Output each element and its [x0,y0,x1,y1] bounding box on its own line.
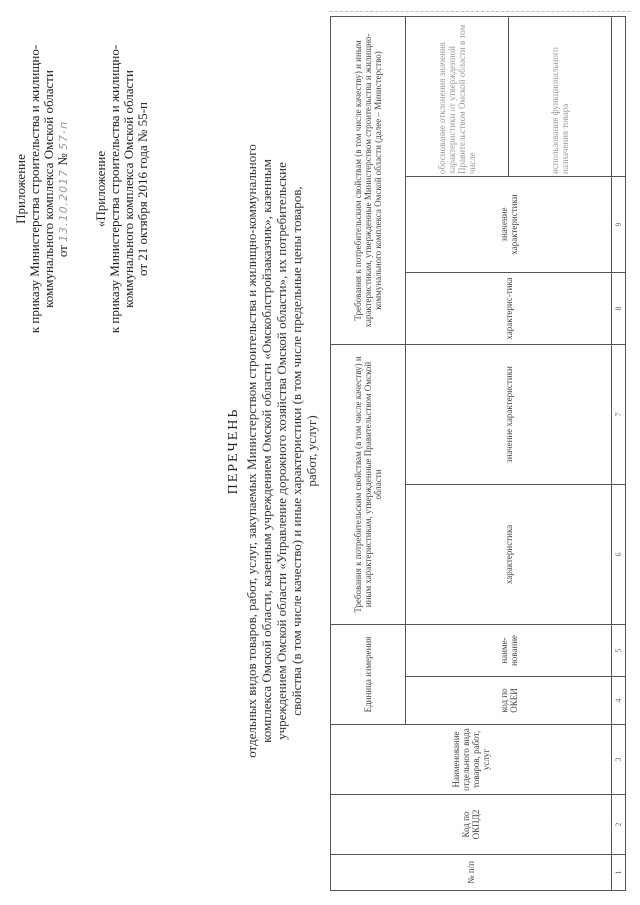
column-number: 2 [612,795,626,855]
appendix-header [14,24,71,354]
header-unit-name: наиме-нование [406,625,612,677]
appendix-line2: коммунального комплекса Омской области [41,70,56,308]
header-ministry-value: значение характеристики [406,177,612,273]
prior-appendix-line2: коммунального комплекса Омской области [121,70,136,308]
column-number: 4 [612,677,626,725]
handwritten-number: 57-п [57,120,70,151]
header-justification: обоснование отклонения значения характеристики от утвержденной Правительством Омской области в том числе [406,17,509,177]
appendix-line1: к приказу Министерства строительства и жилищно- [27,44,42,334]
column-number: 6 [612,485,626,625]
column-number: 3 [612,725,626,795]
date-prefix: от [55,245,70,258]
column-number: 7 [612,345,626,485]
column-number: 8 [612,273,626,345]
document-subtitle [244,37,319,865]
column-number: 9 [612,177,626,273]
prior-appendix-line1: к приказу Министерства строительства и жилищно- [107,44,122,334]
column-number-blank [612,17,626,177]
goods-requirements-table [330,16,626,891]
subtitle-line4: свойства (в том числе качество) и иные характеристики (в том числе предельные цены товаров, [289,186,304,716]
document-title: ПЕРЕЧЕНЬ [226,407,241,495]
subtitle-line2: комплекса Омской области, казенным учреждением Омской области «Омскоблстройзаказчик», казенным [259,159,274,743]
column-number: 1 [612,855,626,891]
header-functional-purpose: использование функционального назначения товара [509,17,612,177]
column-number: 5 [612,625,626,677]
prior-appendix-line3: от 21 октября 2016 года № 55-п [135,102,150,276]
prior-appendix-header [94,24,150,354]
subtitle-line3: учреждением Омской области «Управление дорожного хозяйства Омской области», их потребительские [274,162,289,740]
header-okpd: Код по ОКПД2 [331,795,612,855]
header-num: № п/п [331,855,612,891]
header-gov-requirements: Требования к потребительским свойствам (в том числе качеству) и иным характеристикам, утвержденные Правительством Омской области [331,345,406,625]
header-unit: Единица измерения [331,625,406,725]
prior-appendix-label: «Приложение [93,150,108,228]
appendix-date-line [56,24,71,354]
subtitle-line5: работ, услуг) [304,415,319,487]
subtitle-line1: отдельных видов товаров, работ, услуг, закупаемых Министерством строительства и жилищно-коммунального [244,144,259,758]
handwritten-date: 13.10.2017 [57,168,70,242]
header-ministry-requirements: Требования к потребительским свойствам (в том числе качеству) и иным характеристикам, утвержденные Министерством строительства и жилищно-коммунального комплекса Омской области (далее – Министерство) [331,17,406,345]
page-edge-divider [330,10,630,12]
number-sign: № [55,153,70,166]
header-unit-code: код по ОКЕИ [406,677,612,725]
header-gov-characteristic: характеристика [406,485,612,625]
header-name: Наименование отдельного вида товаров, работ, услуг [331,725,612,795]
header-ministry-characteristic: характерис-тика [406,273,612,345]
header-gov-value: значение характеристики [406,345,612,485]
appendix-label: Приложение [13,154,28,224]
